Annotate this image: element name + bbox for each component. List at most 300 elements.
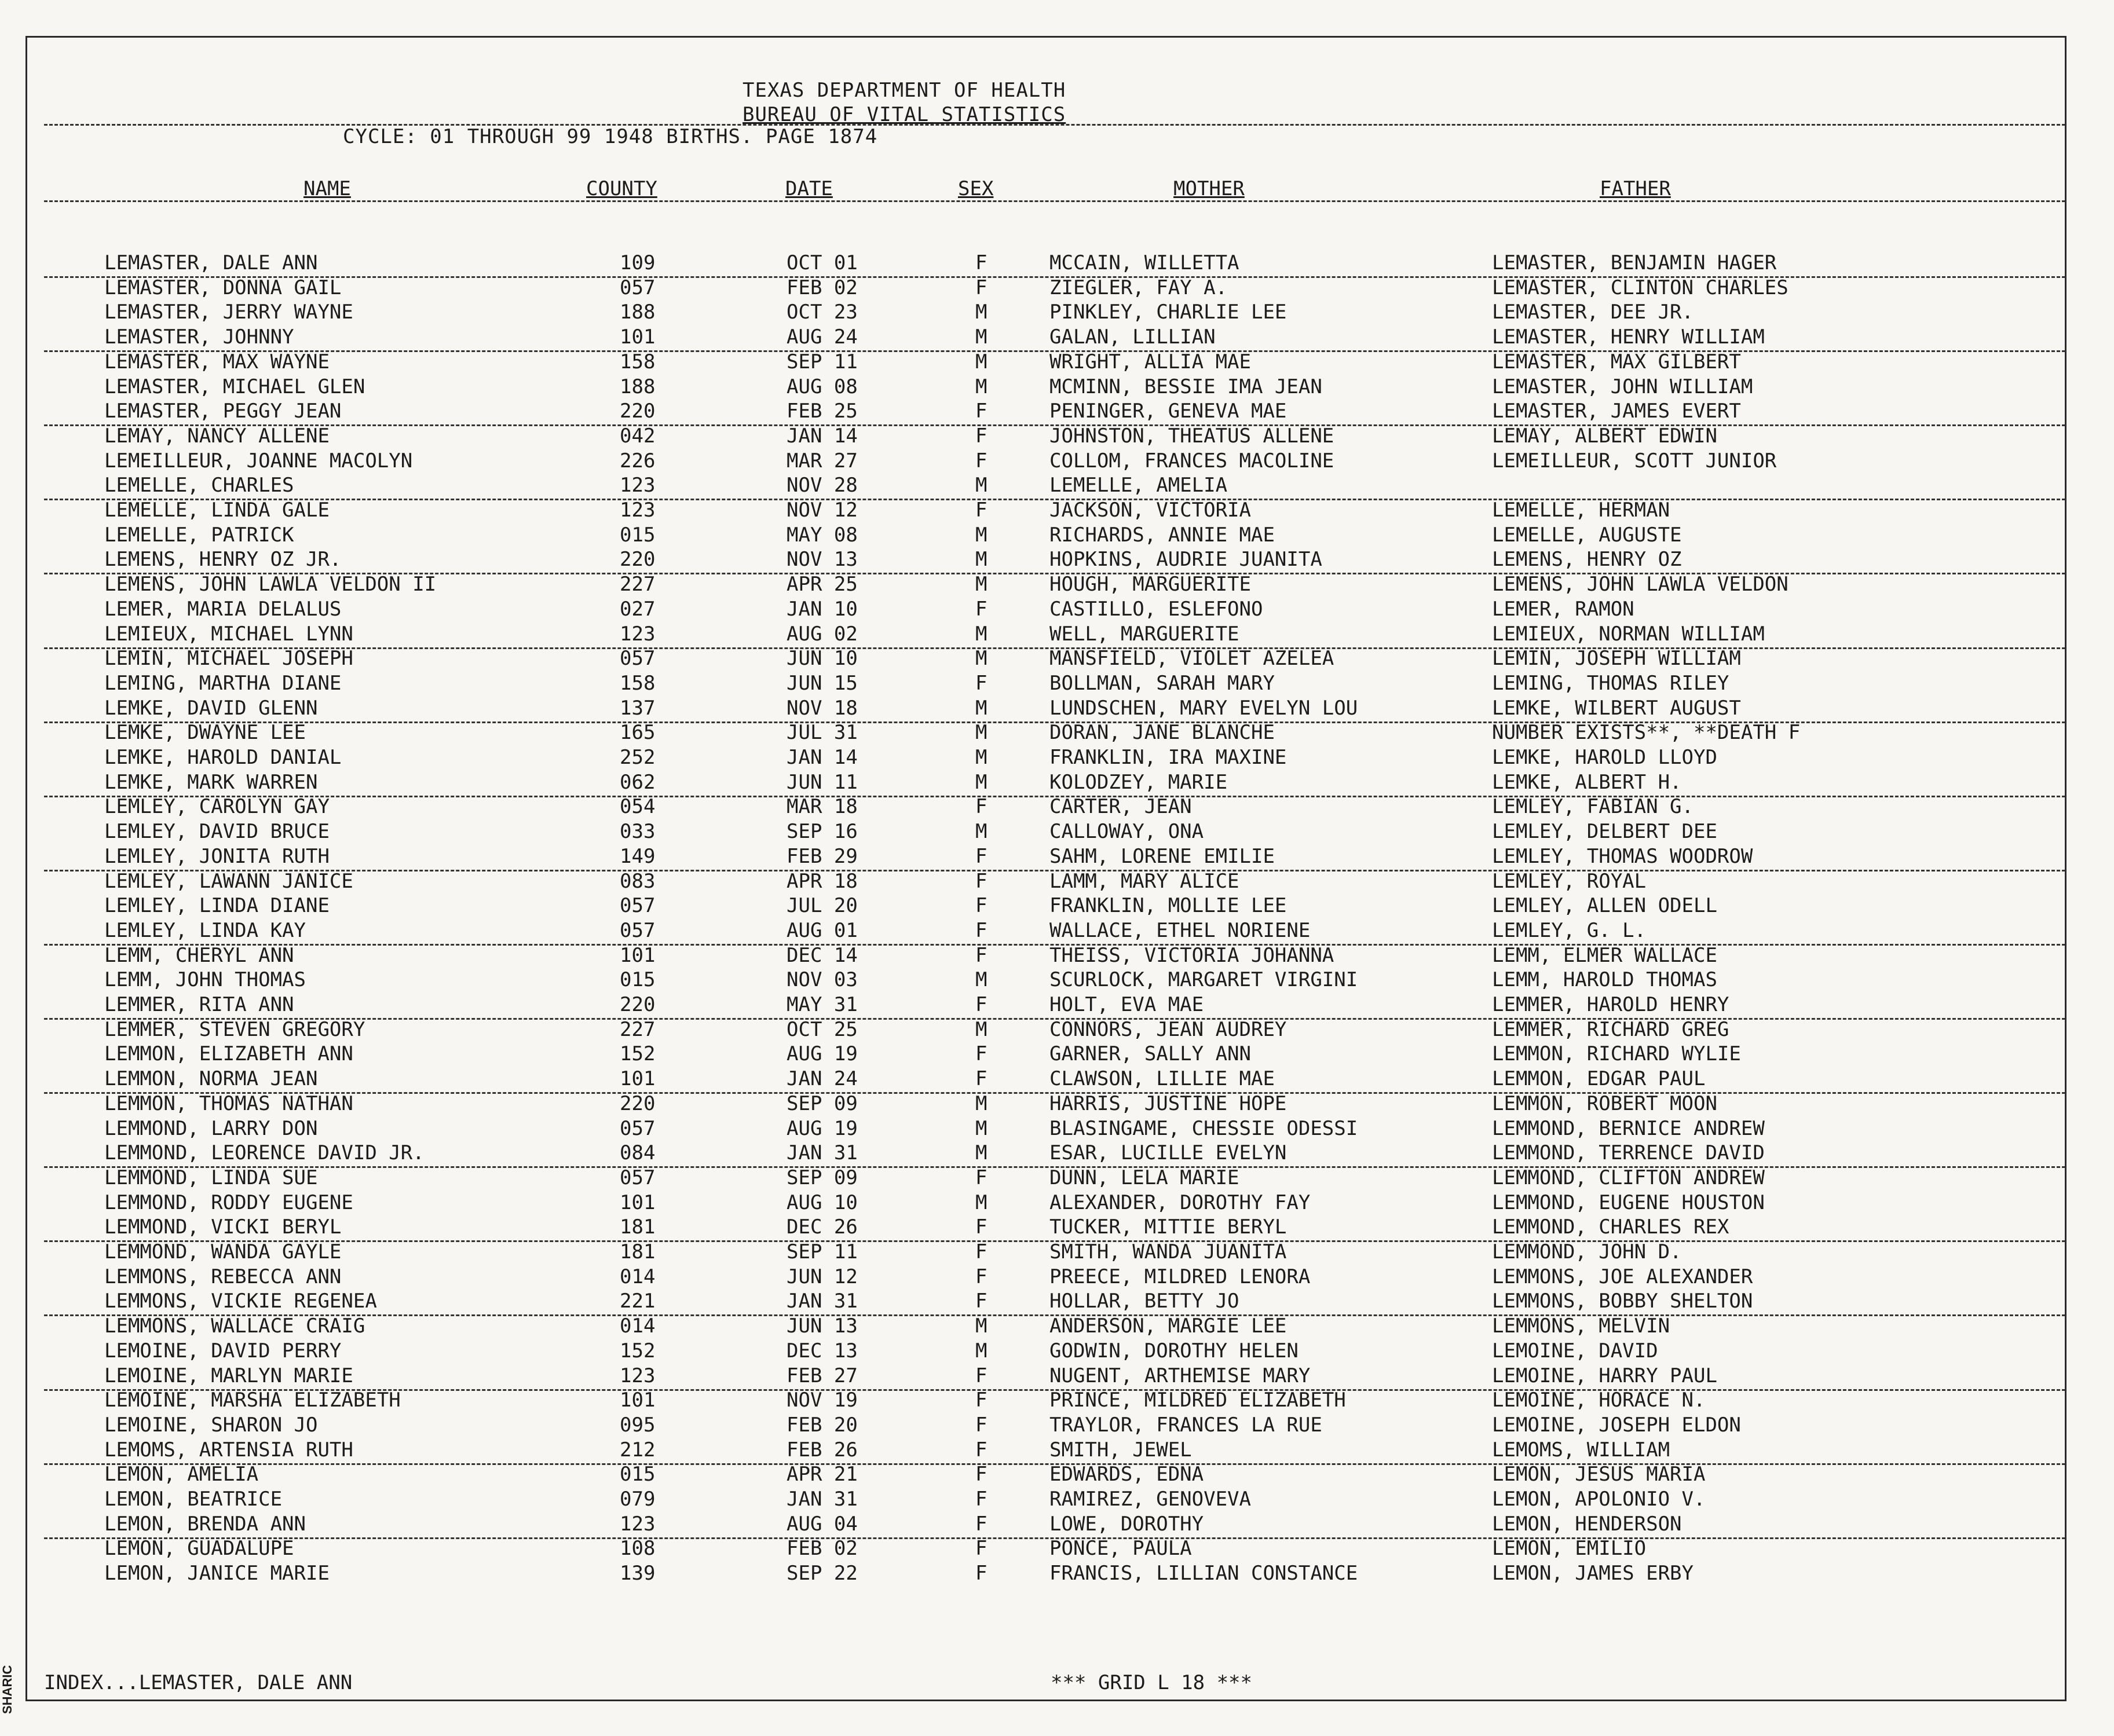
cell-county: 057 bbox=[620, 1116, 656, 1140]
table-row bbox=[44, 375, 2065, 400]
cell-sex: F bbox=[975, 795, 987, 819]
table-row bbox=[44, 820, 2065, 845]
cell-date: SEP 16 bbox=[787, 820, 858, 844]
cell-mother: WELL, MARGUERITE bbox=[1049, 622, 1239, 646]
cell-county: 123 bbox=[620, 1364, 656, 1387]
cell-mother: COLLOM, FRANCES MACOLINE bbox=[1049, 449, 1334, 473]
cell-sex: F bbox=[975, 869, 987, 893]
cell-county: 226 bbox=[620, 449, 656, 473]
cell-county: 220 bbox=[620, 1092, 656, 1115]
cell-date: APR 25 bbox=[787, 573, 858, 596]
cell-sex: F bbox=[975, 1240, 987, 1263]
table-row bbox=[44, 1339, 2065, 1364]
cycle-line: CYCLE: 01 THROUGH 99 1948 BIRTHS. PAGE 1874 bbox=[343, 125, 878, 148]
cell-sex: M bbox=[975, 1017, 987, 1041]
cell-mother: PONCE, PAULA bbox=[1049, 1537, 1192, 1561]
cell-mother: JOHNSTON, THEATUS ALLENE bbox=[1049, 424, 1334, 448]
cell-date: AUG 10 bbox=[787, 1191, 858, 1214]
cell-mother: FRANCIS, LILLIAN CONSTANCE bbox=[1049, 1562, 1358, 1585]
cell-father: LEMASTER, HENRY WILLIAM bbox=[1492, 325, 1765, 349]
cell-date: NOV 28 bbox=[787, 474, 858, 497]
cell-sex: F bbox=[975, 943, 987, 967]
table-row bbox=[44, 1389, 2065, 1413]
cell-name: LEMKE, MARK WARREN bbox=[104, 770, 318, 794]
cell-father: LEMKE, ALBERT H. bbox=[1492, 770, 1682, 794]
cell-name: LEMENS, JOHN LAWLA VELDON II bbox=[104, 573, 437, 596]
cell-name: LEMASTER, JOHNNY bbox=[104, 325, 294, 349]
cell-date: FEB 02 bbox=[787, 1537, 858, 1561]
cell-mother: PINKLEY, CHARLIE LEE bbox=[1049, 301, 1287, 324]
cell-county: 227 bbox=[620, 573, 656, 596]
cell-sex: M bbox=[975, 696, 987, 720]
cell-date: JUN 15 bbox=[787, 671, 858, 695]
cell-mother: GODWIN, DOROTHY HELEN bbox=[1049, 1339, 1299, 1363]
cell-sex: F bbox=[975, 424, 987, 448]
table-row bbox=[44, 325, 2065, 352]
cell-mother: MCMINN, BESSIE IMA JEAN bbox=[1049, 375, 1322, 398]
cell-mother: HOLT, EVA MAE bbox=[1049, 993, 1204, 1016]
cell-county: 220 bbox=[620, 400, 656, 423]
cell-date: DEC 13 bbox=[787, 1339, 858, 1363]
cell-mother: ANDERSON, MARGIE LEE bbox=[1049, 1314, 1287, 1338]
cell-father: LEMMER, RICHARD GREG bbox=[1492, 1017, 1729, 1041]
cell-date: APR 18 bbox=[787, 869, 858, 893]
cell-mother: SMITH, JEWEL bbox=[1049, 1438, 1192, 1462]
cell-date: JUN 13 bbox=[787, 1314, 858, 1338]
cell-mother: BOLLMAN, SARAH MARY bbox=[1049, 671, 1275, 695]
cell-date: MAY 08 bbox=[787, 523, 858, 547]
cell-mother: SAHM, LORENE EMILIE bbox=[1049, 844, 1275, 868]
cell-father: LEMIEUX, NORMAN WILLIAM bbox=[1492, 622, 1765, 646]
cell-father: LEMLEY, ALLEN ODELL bbox=[1492, 894, 1717, 918]
cell-date: NOV 19 bbox=[787, 1389, 858, 1412]
cell-name: LEMENS, HENRY OZ JR. bbox=[104, 548, 342, 572]
table-row bbox=[44, 1166, 2065, 1191]
cell-name: LEMELLE, CHARLES bbox=[104, 474, 294, 497]
table-row bbox=[44, 1042, 2065, 1067]
cell-father: LEMMOND, EUGENE HOUSTON bbox=[1492, 1191, 1765, 1214]
cell-sex: F bbox=[975, 1488, 987, 1511]
cell-father: LEMON, JESUS MARIA bbox=[1492, 1463, 1706, 1486]
cell-father: LEMOINE, HARRY PAUL bbox=[1492, 1364, 1717, 1387]
table-row bbox=[44, 771, 2065, 797]
cell-name: LEMLEY, LINDA DIANE bbox=[104, 894, 330, 918]
cell-date: AUG 02 bbox=[787, 622, 858, 646]
cell-sex: M bbox=[975, 1092, 987, 1115]
cell-mother: HOLLAR, BETTY JO bbox=[1049, 1290, 1239, 1313]
cell-father: LEMLEY, DELBERT DEE bbox=[1492, 820, 1717, 844]
cell-date: DEC 26 bbox=[787, 1215, 858, 1239]
side-stamp: SHARIC bbox=[0, 1665, 14, 1714]
cell-date: JAN 31 bbox=[787, 1290, 858, 1313]
table-row bbox=[44, 795, 2065, 820]
column-header-county: COUNTY bbox=[586, 177, 657, 200]
cell-name: LEMLEY, JONITA RUTH bbox=[104, 844, 330, 868]
table-row bbox=[44, 944, 2065, 969]
cell-mother: NUGENT, ARTHEMISE MARY bbox=[1049, 1364, 1311, 1387]
cell-date: OCT 23 bbox=[787, 301, 858, 324]
table-row bbox=[44, 251, 2065, 278]
cell-county: 095 bbox=[620, 1413, 656, 1437]
cell-date: AUG 01 bbox=[787, 918, 858, 942]
cell-father: LEMMOND, CLIFTON ANDREW bbox=[1492, 1166, 1765, 1189]
cell-mother: LUNDSCHEN, MARY EVELYN LOU bbox=[1049, 696, 1358, 720]
cell-name: LEMLEY, LINDA KAY bbox=[104, 918, 306, 942]
cell-father: LEMM, ELMER WALLACE bbox=[1492, 943, 1717, 967]
cell-name: LEMON, BRENDA ANN bbox=[104, 1512, 306, 1536]
cell-name: LEMMOND, VICKI BERYL bbox=[104, 1215, 342, 1239]
cell-sex: M bbox=[975, 325, 987, 349]
cell-father: LEMMON, ROBERT MOON bbox=[1492, 1092, 1717, 1115]
cell-father: LEMON, JAMES ERBY bbox=[1492, 1562, 1694, 1585]
cell-county: 123 bbox=[620, 1512, 656, 1536]
cell-date: JUN 11 bbox=[787, 770, 858, 794]
cell-name: LEMOINE, MARLYN MARIE bbox=[104, 1364, 353, 1387]
cell-sex: F bbox=[975, 1265, 987, 1288]
cell-date: MAR 27 bbox=[787, 449, 858, 473]
cell-name: LEMKE, HAROLD DANIAL bbox=[104, 746, 342, 769]
cell-father: LEMLEY, G. L. bbox=[1492, 918, 1647, 942]
cell-county: 123 bbox=[620, 622, 656, 646]
cell-county: 057 bbox=[620, 276, 656, 299]
cell-date: FEB 25 bbox=[787, 400, 858, 423]
column-header-sex: SEX bbox=[958, 177, 994, 200]
cell-father: LEMEILLEUR, SCOTT JUNIOR bbox=[1492, 449, 1777, 473]
cell-mother: PREECE, MILDRED LENORA bbox=[1049, 1265, 1311, 1288]
cell-sex: M bbox=[975, 375, 987, 398]
cell-sex: F bbox=[975, 449, 987, 473]
cell-father: LEMOINE, HORACE N. bbox=[1492, 1389, 1706, 1412]
cell-date: MAR 18 bbox=[787, 795, 858, 819]
cell-county: 015 bbox=[620, 1463, 656, 1486]
cell-county: 220 bbox=[620, 993, 656, 1016]
cell-mother: ESAR, LUCILLE EVELYN bbox=[1049, 1141, 1287, 1165]
cell-mother: WRIGHT, ALLIA MAE bbox=[1049, 350, 1251, 373]
cell-sex: M bbox=[975, 350, 987, 373]
index-footer: INDEX...LEMASTER, DALE ANN bbox=[44, 1671, 353, 1694]
cell-name: LEMMOND, WANDA GAYLE bbox=[104, 1240, 342, 1263]
cell-date: SEP 09 bbox=[787, 1092, 858, 1115]
cell-date: FEB 26 bbox=[787, 1438, 858, 1462]
cell-date: APR 21 bbox=[787, 1463, 858, 1486]
column-header-father: FATHER bbox=[1600, 177, 1671, 200]
cell-sex: M bbox=[975, 647, 987, 671]
cell-county: 181 bbox=[620, 1240, 656, 1263]
cell-sex: M bbox=[975, 548, 987, 572]
cell-father: LEMENS, JOHN LAWLA VELDON bbox=[1492, 573, 1789, 596]
table-row bbox=[44, 1537, 2065, 1562]
cell-sex: F bbox=[975, 844, 987, 868]
table-row bbox=[44, 499, 2065, 523]
cell-mother: CASTILLO, ESLEFONO bbox=[1049, 597, 1263, 621]
cell-date: SEP 11 bbox=[787, 350, 858, 373]
cell-mother: HOPKINS, AUDRIE JUANITA bbox=[1049, 548, 1322, 572]
cell-county: 014 bbox=[620, 1314, 656, 1338]
cell-sex: M bbox=[975, 474, 987, 497]
cell-date: JAN 24 bbox=[787, 1067, 858, 1091]
table-row bbox=[44, 1018, 2065, 1043]
table-row bbox=[44, 647, 2065, 672]
cell-date: OCT 01 bbox=[787, 251, 858, 274]
bureau-title: BUREAU OF VITAL STATISTICS bbox=[743, 103, 1066, 126]
cell-father: LEMOINE, JOSEPH ELDON bbox=[1492, 1413, 1741, 1437]
cell-name: LEMMER, RITA ANN bbox=[104, 993, 294, 1016]
cell-date: AUG 19 bbox=[787, 1042, 858, 1066]
cell-name: LEMAY, NANCY ALLENE bbox=[104, 424, 330, 448]
cell-mother: FRANKLIN, IRA MAXINE bbox=[1049, 746, 1287, 769]
cell-date: JUL 31 bbox=[787, 721, 858, 745]
cell-date: AUG 24 bbox=[787, 325, 858, 349]
cell-father: LEMASTER, JOHN WILLIAM bbox=[1492, 375, 1753, 398]
table-row bbox=[44, 968, 2065, 993]
table-row bbox=[44, 1240, 2065, 1265]
cell-name: LEMASTER, MICHAEL GLEN bbox=[104, 375, 365, 398]
cell-name: LEMMOND, LARRY DON bbox=[104, 1116, 318, 1140]
cell-date: JAN 14 bbox=[787, 746, 858, 769]
table-row bbox=[44, 1067, 2065, 1094]
cell-mother: DORAN, JANE BLANCHE bbox=[1049, 721, 1275, 745]
cell-county: 042 bbox=[620, 424, 656, 448]
cell-father: LEMON, HENDERSON bbox=[1492, 1512, 1682, 1536]
table-row bbox=[44, 672, 2065, 697]
table-row bbox=[44, 1562, 2065, 1587]
cell-county: 101 bbox=[620, 325, 656, 349]
cell-mother: SCURLOCK, MARGARET VIRGINI bbox=[1049, 968, 1358, 992]
cell-mother: HARRIS, JUSTINE HOPE bbox=[1049, 1092, 1287, 1115]
cell-county: 109 bbox=[620, 251, 656, 274]
cell-county: 057 bbox=[620, 1166, 656, 1189]
cell-date: JAN 10 bbox=[787, 597, 858, 621]
cell-sex: F bbox=[975, 597, 987, 621]
cell-county: 057 bbox=[620, 647, 656, 671]
table-row bbox=[44, 721, 2065, 746]
cell-name: LEMLEY, DAVID BRUCE bbox=[104, 820, 330, 844]
cell-name: LEMMOND, RODDY EUGENE bbox=[104, 1191, 353, 1214]
cell-name: LEMOINE, MARSHA ELIZABETH bbox=[104, 1389, 401, 1412]
cell-mother: FRANKLIN, MOLLIE LEE bbox=[1049, 894, 1287, 918]
cell-sex: F bbox=[975, 276, 987, 299]
cell-sex: F bbox=[975, 1463, 987, 1486]
cell-father: LEMAY, ALBERT EDWIN bbox=[1492, 424, 1717, 448]
cell-name: LEMOMS, ARTENSIA RUTH bbox=[104, 1438, 353, 1462]
cell-mother: WALLACE, ETHEL NORIENE bbox=[1049, 918, 1311, 942]
cell-sex: F bbox=[975, 1067, 987, 1091]
cell-mother: MANSFIELD, VIOLET AZELEA bbox=[1049, 647, 1334, 671]
table-row bbox=[44, 1092, 2065, 1117]
cell-mother: CLAWSON, LILLIE MAE bbox=[1049, 1067, 1275, 1091]
cell-county: 252 bbox=[620, 746, 656, 769]
column-header-date: DATE bbox=[785, 177, 833, 200]
cell-father: LEMASTER, JAMES EVERT bbox=[1492, 400, 1741, 423]
cell-date: FEB 29 bbox=[787, 844, 858, 868]
cell-mother: ALEXANDER, DOROTHY FAY bbox=[1049, 1191, 1311, 1214]
table-row bbox=[44, 1488, 2065, 1512]
cell-sex: M bbox=[975, 1339, 987, 1363]
cell-mother: SMITH, WANDA JUANITA bbox=[1049, 1240, 1287, 1263]
cell-father: LEMASTER, MAX GILBERT bbox=[1492, 350, 1741, 373]
cell-date: NOV 03 bbox=[787, 968, 858, 992]
cell-county: 152 bbox=[620, 1042, 656, 1066]
cell-county: 123 bbox=[620, 474, 656, 497]
cell-name: LEMIN, MICHAEL JOSEPH bbox=[104, 647, 353, 671]
cell-name: LEMASTER, DALE ANN bbox=[104, 251, 318, 274]
cell-county: 084 bbox=[620, 1141, 656, 1165]
cell-father: LEMON, APOLONIO V. bbox=[1492, 1488, 1706, 1511]
cell-name: LEMMOND, LINDA SUE bbox=[104, 1166, 318, 1189]
cell-father: LEMER, RAMON bbox=[1492, 597, 1634, 621]
cell-name: LEMKE, DWAYNE LEE bbox=[104, 721, 306, 745]
cell-name: LEMMONS, WALLACE CRAIG bbox=[104, 1314, 365, 1338]
cell-father: LEMMOND, JOHN D. bbox=[1492, 1240, 1682, 1263]
cell-father: LEMASTER, DEE JR. bbox=[1492, 301, 1694, 324]
table-row bbox=[44, 276, 2065, 301]
cell-county: 083 bbox=[620, 869, 656, 893]
cell-date: JUN 12 bbox=[787, 1265, 858, 1288]
cell-name: LEMMONS, REBECCA ANN bbox=[104, 1265, 342, 1288]
cell-name: LEMOINE, DAVID PERRY bbox=[104, 1339, 342, 1363]
cell-sex: F bbox=[975, 1413, 987, 1437]
cell-mother: EDWARDS, EDNA bbox=[1049, 1463, 1204, 1486]
cell-father: LEMMONS, JOE ALEXANDER bbox=[1492, 1265, 1753, 1288]
cell-county: 149 bbox=[620, 844, 656, 868]
cell-name: LEMASTER, JERRY WAYNE bbox=[104, 301, 353, 324]
grid-footer: *** GRID L 18 *** bbox=[1051, 1671, 1252, 1694]
table-row bbox=[44, 548, 2065, 574]
cell-sex: M bbox=[975, 573, 987, 596]
table-row bbox=[44, 1314, 2065, 1339]
cell-name: LEMMER, STEVEN GREGORY bbox=[104, 1017, 365, 1041]
cell-county: 033 bbox=[620, 820, 656, 844]
cell-sex: M bbox=[975, 746, 987, 769]
cell-father: LEMMER, HAROLD HENRY bbox=[1492, 993, 1729, 1016]
table-row bbox=[44, 845, 2065, 871]
cell-mother: CARTER, JEAN bbox=[1049, 795, 1192, 819]
table-row bbox=[44, 400, 2065, 426]
cell-mother: CALLOWAY, ONA bbox=[1049, 820, 1204, 844]
cell-father: LEMMOND, BERNICE ANDREW bbox=[1492, 1116, 1765, 1140]
cell-date: AUG 08 bbox=[787, 375, 858, 398]
cell-name: LEMON, GUADALUPE bbox=[104, 1537, 294, 1561]
cell-sex: F bbox=[975, 1562, 987, 1585]
cell-county: 221 bbox=[620, 1290, 656, 1313]
column-header-name: NAME bbox=[303, 177, 351, 200]
cell-father: LEMKE, WILBERT AUGUST bbox=[1492, 696, 1741, 720]
cell-county: 101 bbox=[620, 943, 656, 967]
cell-name: LEMON, JANICE MARIE bbox=[104, 1562, 330, 1585]
cell-county: 158 bbox=[620, 671, 656, 695]
cell-name: LEMIEUX, MICHAEL LYNN bbox=[104, 622, 353, 646]
cell-county: 015 bbox=[620, 968, 656, 992]
cell-mother: CONNORS, JEAN AUDREY bbox=[1049, 1017, 1287, 1041]
table-row bbox=[44, 919, 2065, 946]
cell-name: LEMER, MARIA DELALUS bbox=[104, 597, 342, 621]
cell-county: 057 bbox=[620, 894, 656, 918]
cell-mother: JACKSON, VICTORIA bbox=[1049, 499, 1251, 522]
cell-name: LEMMOND, LEORENCE DAVID JR. bbox=[104, 1141, 425, 1165]
cell-name: LEMM, CHERYL ANN bbox=[104, 943, 294, 967]
table-row bbox=[44, 1141, 2065, 1168]
cell-date: JAN 14 bbox=[787, 424, 858, 448]
cell-date: SEP 09 bbox=[787, 1166, 858, 1189]
cell-sex: M bbox=[975, 622, 987, 646]
cell-name: LEMELLE, LINDA GALE bbox=[104, 499, 330, 522]
cell-name: LEMON, BEATRICE bbox=[104, 1488, 283, 1511]
cell-father: NUMBER EXISTS**, **DEATH F bbox=[1492, 721, 1801, 745]
cell-mother: PENINGER, GENEVA MAE bbox=[1049, 400, 1287, 423]
cell-county: 062 bbox=[620, 770, 656, 794]
cell-county: 152 bbox=[620, 1339, 656, 1363]
cell-father: LEMLEY, THOMAS WOODROW bbox=[1492, 844, 1753, 868]
cell-sex: F bbox=[975, 499, 987, 522]
cell-sex: M bbox=[975, 523, 987, 547]
cell-county: 054 bbox=[620, 795, 656, 819]
cell-mother: DUNN, LELA MARIE bbox=[1049, 1166, 1239, 1189]
cell-father: LEMOINE, DAVID bbox=[1492, 1339, 1658, 1363]
cell-name: LEMOINE, SHARON JO bbox=[104, 1413, 318, 1437]
cell-date: JUN 10 bbox=[787, 647, 858, 671]
cell-sex: F bbox=[975, 1215, 987, 1239]
cell-date: MAY 31 bbox=[787, 993, 858, 1016]
cell-name: LEMMON, NORMA JEAN bbox=[104, 1067, 318, 1091]
cell-county: 158 bbox=[620, 350, 656, 373]
cell-county: 027 bbox=[620, 597, 656, 621]
cell-county: 079 bbox=[620, 1488, 656, 1511]
cell-sex: F bbox=[975, 993, 987, 1016]
cell-mother: TUCKER, MITTIE BERYL bbox=[1049, 1215, 1287, 1239]
cell-date: FEB 20 bbox=[787, 1413, 858, 1437]
cell-county: 137 bbox=[620, 696, 656, 720]
cell-sex: M bbox=[975, 1141, 987, 1165]
table-row bbox=[44, 523, 2065, 548]
table-row bbox=[44, 301, 2065, 325]
cell-sex: F bbox=[975, 1042, 987, 1066]
cell-name: LEMING, MARTHA DIANE bbox=[104, 671, 342, 695]
cell-date: SEP 11 bbox=[787, 1240, 858, 1263]
cell-county: 181 bbox=[620, 1215, 656, 1239]
cell-county: 101 bbox=[620, 1389, 656, 1412]
cell-date: NOV 12 bbox=[787, 499, 858, 522]
cell-mother: BLASINGAME, CHESSIE ODESSI bbox=[1049, 1116, 1358, 1140]
cell-mother: TRAYLOR, FRANCES LA RUE bbox=[1049, 1413, 1322, 1437]
cell-sex: F bbox=[975, 1537, 987, 1561]
cell-mother: GALAN, LILLIAN bbox=[1049, 325, 1216, 349]
cell-sex: M bbox=[975, 301, 987, 324]
cell-mother: ZIEGLER, FAY A. bbox=[1049, 276, 1228, 299]
cell-date: DEC 14 bbox=[787, 943, 858, 967]
cell-father: LEMMOND, CHARLES REX bbox=[1492, 1215, 1729, 1239]
cell-father: LEMLEY, FABIAN G. bbox=[1492, 795, 1694, 819]
cell-sex: F bbox=[975, 894, 987, 918]
cell-county: 014 bbox=[620, 1265, 656, 1288]
cell-sex: M bbox=[975, 770, 987, 794]
table-row bbox=[44, 350, 2065, 375]
cell-county: 188 bbox=[620, 301, 656, 324]
table-row bbox=[44, 1463, 2065, 1488]
cell-mother: HOUGH, MARGUERITE bbox=[1049, 573, 1251, 596]
cell-father: LEMELLE, AUGUSTE bbox=[1492, 523, 1682, 547]
cell-father: LEMENS, HENRY OZ bbox=[1492, 548, 1682, 572]
cell-mother: KOLODZEY, MARIE bbox=[1049, 770, 1228, 794]
cell-father: LEMMONS, MELVIN bbox=[1492, 1314, 1670, 1338]
cell-county: 123 bbox=[620, 499, 656, 522]
cell-name: LEMMON, ELIZABETH ANN bbox=[104, 1042, 353, 1066]
table-row bbox=[44, 1290, 2065, 1316]
cell-sex: F bbox=[975, 918, 987, 942]
cell-sex: M bbox=[975, 1116, 987, 1140]
cell-county: 101 bbox=[620, 1191, 656, 1214]
cell-county: 220 bbox=[620, 548, 656, 572]
cell-mother: LAMM, MARY ALICE bbox=[1049, 869, 1239, 893]
